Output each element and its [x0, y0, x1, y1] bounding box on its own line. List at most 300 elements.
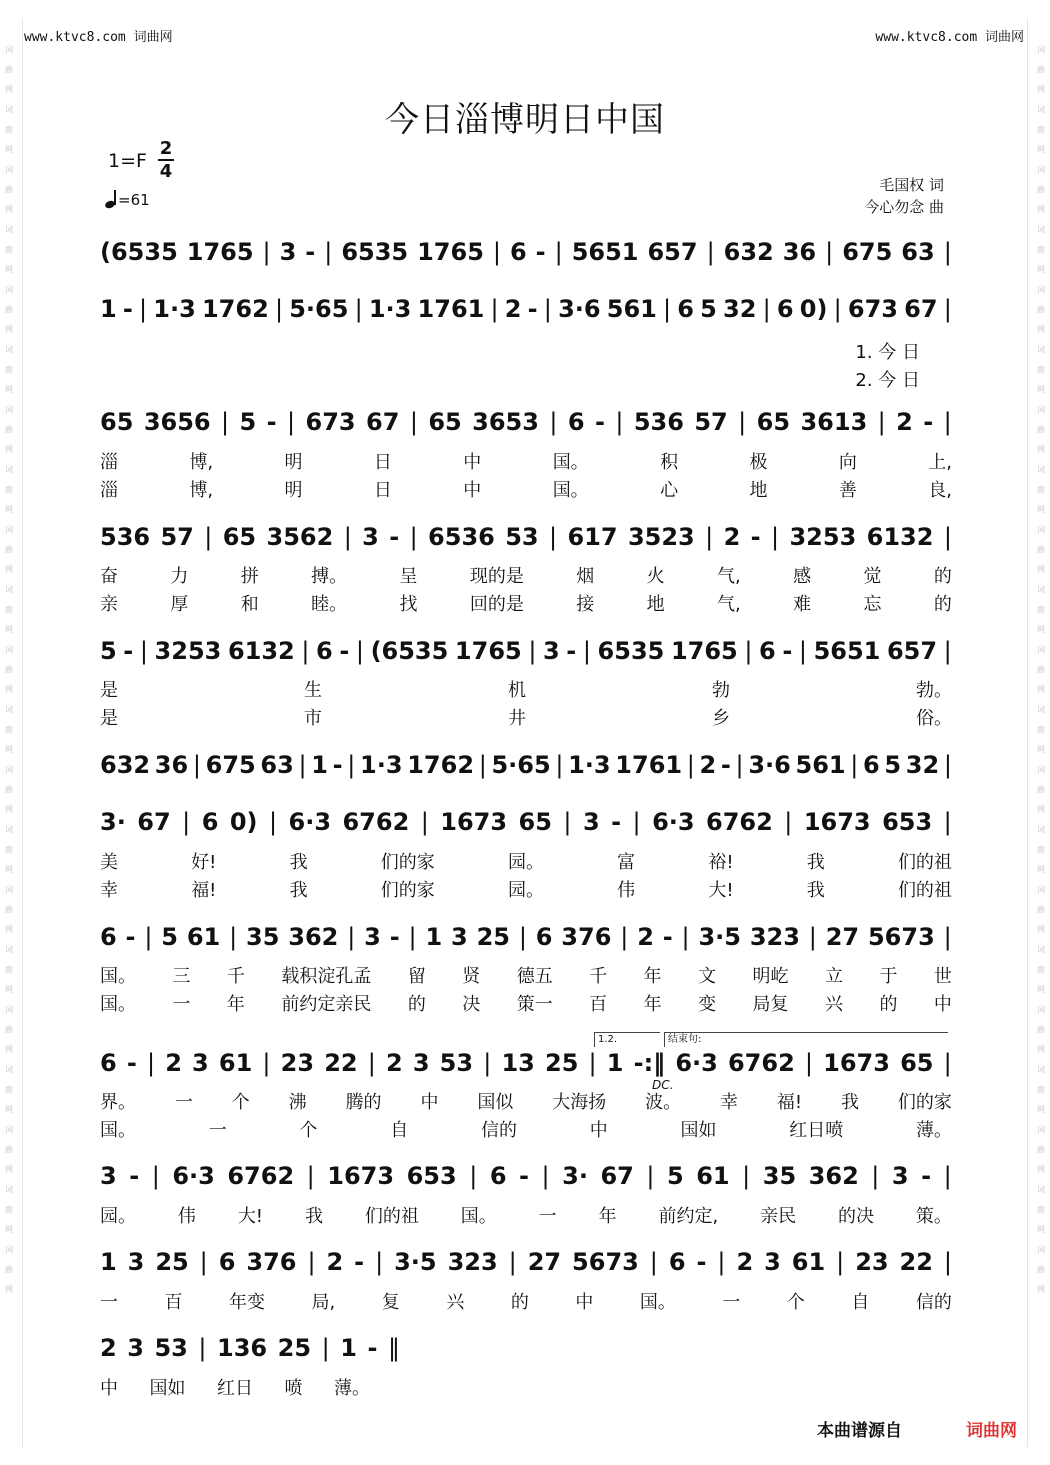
- lyric-syllable: 日: [373, 480, 392, 501]
- lyric-syllable: 贤: [462, 966, 481, 987]
- lyric-syllable: 世: [933, 966, 952, 987]
- lyric-line: [100, 852, 952, 874]
- bar-line: |: [268, 808, 278, 836]
- staff-line-4: [100, 523, 952, 551]
- lyric-syllable: 国。: [460, 1206, 497, 1227]
- note-group: 6: [567, 408, 585, 436]
- lyric-syllable: 勃。: [916, 680, 952, 701]
- note-group: 3: [362, 523, 379, 551]
- note-group: 653: [882, 808, 933, 836]
- bar-line: |: [204, 523, 213, 551]
- lyric-syllable: 拼: [240, 566, 259, 587]
- note-group: 6: [759, 637, 776, 665]
- lyric-syllable: 福!: [191, 880, 217, 901]
- lyric-syllable: 心: [660, 480, 679, 501]
- note-group: 2: [736, 1248, 754, 1276]
- staff-line-8: [100, 923, 952, 951]
- lyric-syllable: 年变: [229, 1292, 266, 1313]
- bar-line: |: [301, 637, 310, 665]
- bar-line: |: [139, 295, 148, 323]
- note-group: 3: [891, 1162, 909, 1190]
- lyric-syllable: 一: [172, 994, 191, 1015]
- bar-line: |: [274, 295, 284, 323]
- note-group: 13: [501, 1049, 535, 1077]
- bar-line: |: [663, 295, 672, 323]
- staff-line-12: [100, 1334, 400, 1362]
- footer-site-link[interactable]: 词曲网: [966, 1421, 1017, 1441]
- note-group: 22: [899, 1248, 933, 1276]
- bar-line: |: [469, 1162, 478, 1190]
- lyric-syllable: 们的家: [897, 1092, 952, 1113]
- lyric-syllable: 机: [508, 680, 526, 701]
- note-group: 3·5: [394, 1248, 437, 1276]
- bar-line: |: [615, 408, 624, 436]
- bar-line: |: [836, 1248, 845, 1276]
- lyric-syllable: 百: [164, 1292, 183, 1313]
- lyric-syllable: 策。: [915, 1206, 952, 1227]
- note-group: 1673: [803, 808, 871, 836]
- lyric-syllable: 德五: [516, 966, 553, 987]
- note-group: -: [696, 1248, 707, 1276]
- lyric-syllable: 富: [617, 852, 636, 873]
- lyric-line: [100, 994, 952, 1016]
- note-group: -: [662, 923, 673, 951]
- note-group: 1·3: [568, 751, 611, 779]
- note-group: 1765: [417, 238, 484, 266]
- note-group: 67: [904, 295, 938, 323]
- bar-line: |: [825, 238, 834, 266]
- bar-line: |: [943, 523, 952, 551]
- left-side-watermark: 词曲网词曲网词曲网词曲网词曲网词曲网词曲网词曲网词曲网词曲网词曲网词曲网词曲网词曲网词曲网词曲网词曲网词曲网词曲网词曲网词曲网: [5, 45, 13, 1294]
- note-group: (6535: [100, 238, 178, 266]
- lyric-syllable: 中: [575, 1292, 594, 1313]
- header-url-left[interactable]: www.ktvc8.com 词曲网: [24, 30, 173, 45]
- note-group: 3: [764, 1248, 781, 1276]
- note-group: 5·65: [491, 751, 551, 779]
- note-group: 3: [127, 1334, 144, 1362]
- lyric-syllable: 自: [390, 1120, 409, 1141]
- note-group: -: [594, 408, 605, 436]
- lyric-syllable: 兴: [824, 994, 843, 1015]
- lyric-syllable: 波。: [645, 1092, 682, 1113]
- note-group: 6: [668, 1248, 686, 1276]
- lyric-syllable: 的: [933, 594, 952, 615]
- lyric-syllable: 个: [299, 1120, 318, 1141]
- note-group: 6·3: [288, 808, 332, 836]
- lyric-syllable: 局,: [311, 1292, 336, 1313]
- note-group: 653: [406, 1162, 457, 1190]
- note-group: 3: [582, 808, 600, 836]
- note-group: 6762: [227, 1162, 295, 1190]
- lyric-syllable: 红日: [217, 1378, 253, 1399]
- lyric-syllable: 中: [420, 1092, 439, 1113]
- bar-line: |: [943, 637, 952, 665]
- tempo-value: =61: [118, 191, 150, 209]
- lyric-syllable: 一: [174, 1092, 193, 1113]
- bar-line: |: [144, 923, 153, 951]
- note-group: 1761: [615, 751, 683, 779]
- lyric-syllable: 立: [824, 966, 843, 987]
- lyricist-credit: 毛国权 词: [879, 176, 944, 194]
- note-group: 376: [561, 923, 612, 951]
- lyric-syllable: 国。: [552, 480, 589, 501]
- note-group: 5: [700, 295, 717, 323]
- staff-line-3: [100, 408, 952, 436]
- note-group: 2: [504, 295, 522, 323]
- lyric-syllable: 载积淀孔孟: [281, 966, 372, 987]
- bar-line: |: [554, 238, 563, 266]
- note-group: 1765: [454, 637, 522, 665]
- lyric-syllable: 积: [660, 452, 679, 473]
- note-group: 36: [154, 751, 189, 779]
- lyric-syllable: 个: [231, 1092, 250, 1113]
- bar-line: |: [943, 808, 952, 836]
- right-margin-line: [1027, 18, 1028, 1447]
- lyric-syllable: 前约定亲民: [281, 994, 372, 1015]
- note-group: 1: [311, 751, 328, 779]
- note-group: -: [566, 637, 577, 665]
- bar-line: |: [943, 408, 952, 436]
- bar-line: |: [324, 238, 333, 266]
- lyric-syllable: 中: [933, 994, 952, 1015]
- left-margin-line: [22, 18, 23, 1447]
- note-group: 1762: [201, 295, 269, 323]
- volta-bracket-2: 结束句:: [664, 1032, 948, 1047]
- note-group: 3613: [800, 408, 868, 436]
- lyric-syllable: 们的祖: [897, 852, 952, 873]
- note-group: 63: [901, 238, 935, 266]
- lyric-syllable: 我: [841, 1092, 860, 1113]
- bar-line: |: [262, 238, 271, 266]
- bar-line: |: [686, 751, 695, 779]
- lyric-syllable: 博,: [189, 480, 214, 501]
- note-group: 2: [165, 1049, 182, 1077]
- note-group: 657: [886, 637, 938, 665]
- note-group: 6: [100, 923, 117, 951]
- note-group: -: [535, 238, 546, 266]
- note-group: 3253: [789, 523, 857, 551]
- lyric-line: [100, 452, 952, 474]
- header-url-right[interactable]: www.ktvc8.com 词曲网: [875, 30, 1024, 45]
- bar-line: |: [738, 408, 747, 436]
- lyric-syllable: 我: [806, 880, 825, 901]
- note-group: 632: [723, 238, 774, 266]
- quarter-note-icon: [104, 190, 118, 210]
- lyric-syllable: 园。: [507, 852, 544, 873]
- note-group: 6132: [227, 637, 295, 665]
- lyric-syllable: 变: [698, 994, 717, 1015]
- lyric-syllable: 们的家: [380, 852, 435, 873]
- note-group: -: [611, 808, 622, 836]
- note-group: -: [923, 408, 934, 436]
- note-group: 5: [884, 751, 902, 779]
- bar-line: |: [354, 295, 363, 323]
- note-group: 632: [100, 751, 151, 779]
- note-group: 61: [218, 1049, 253, 1077]
- time-signature: [158, 138, 174, 182]
- bar-line: |: [582, 637, 591, 665]
- lyric-syllable: 于: [879, 966, 898, 987]
- note-group: 362: [288, 923, 339, 951]
- lyric-syllable: 国如: [149, 1378, 186, 1399]
- note-group: -: [332, 751, 343, 779]
- lyric-syllable: 我: [289, 852, 308, 873]
- note-group: 6: [509, 238, 527, 266]
- time-signature-top: 2: [159, 138, 173, 159]
- bar-line: |: [646, 1162, 655, 1190]
- note-group: -: [122, 295, 133, 323]
- note-group: 136: [217, 1334, 268, 1362]
- lyric-syllable: 国。: [100, 966, 136, 987]
- lyric-syllable: 年: [643, 994, 662, 1015]
- bar-line: |: [347, 923, 356, 951]
- lyric-syllable: 幸: [720, 1092, 739, 1113]
- lyric-syllable: 火: [646, 566, 665, 587]
- note-group: 65: [900, 1049, 934, 1077]
- note-group: -: [339, 637, 350, 665]
- note-group: 65: [428, 408, 462, 436]
- lyric-syllable: 善: [838, 480, 857, 501]
- note-group: 1: [425, 923, 443, 951]
- lyric-syllable: 幸: [100, 880, 118, 901]
- lyric-syllable: 亲民: [760, 1206, 797, 1227]
- lyric-syllable: 们的祖: [897, 880, 952, 901]
- note-group: 3·6: [748, 751, 791, 779]
- staff-line-1: [100, 238, 952, 266]
- note-group: 1·3: [153, 295, 196, 323]
- lyric-syllable: 年: [598, 1206, 617, 1227]
- lyric-syllable: 我: [806, 852, 825, 873]
- lyric-syllable: 大!: [237, 1206, 264, 1227]
- bar-line: |: [649, 1248, 658, 1276]
- note-group: -: [921, 1162, 932, 1190]
- lyric-syllable: 乡: [712, 708, 730, 729]
- note-group: 22: [324, 1049, 358, 1077]
- bar-line: |: [409, 408, 418, 436]
- lyric-syllable: 百: [589, 994, 608, 1015]
- note-group: -: [389, 523, 400, 551]
- lyric-syllable: 力: [170, 566, 189, 587]
- note-group: 536: [633, 408, 684, 436]
- note-group: 25: [155, 1248, 189, 1276]
- lyric-syllable: 沸: [288, 1092, 307, 1113]
- note-group: 673: [847, 295, 898, 323]
- lyric-syllable: 气,: [717, 566, 741, 587]
- lyric-syllable: 一: [208, 1120, 227, 1141]
- staff-line-6: [100, 751, 952, 779]
- note-group: -: [129, 1162, 140, 1190]
- note-group: 53: [154, 1334, 188, 1362]
- lyric-syllable: 前约定,: [658, 1206, 719, 1227]
- lyric-syllable: 烟: [576, 566, 595, 587]
- note-group: 2: [637, 923, 654, 951]
- bar-line: |: [182, 808, 191, 836]
- note-group: 53: [505, 523, 539, 551]
- bar-line: |: [588, 1049, 597, 1077]
- note-group: 3: [412, 1049, 430, 1077]
- note-group: 6132: [866, 523, 934, 551]
- note-group: 3: [127, 1248, 145, 1276]
- note-group: 27: [825, 923, 860, 951]
- lyric-syllable: 大!: [708, 880, 734, 901]
- bar-line: |: [681, 923, 690, 951]
- bar-line: |: [420, 808, 429, 836]
- lyric-line: [100, 880, 952, 902]
- bar-line: |: [620, 923, 629, 951]
- note-group: 3: [543, 637, 560, 665]
- note-group: 36: [782, 238, 817, 266]
- note-group: -: [782, 637, 793, 665]
- note-group: -: [389, 923, 400, 951]
- note-group: 6: [535, 923, 553, 951]
- note-group: 3·5: [698, 923, 741, 951]
- lyric-syllable: 园。: [507, 880, 544, 901]
- note-group: 2: [100, 1334, 117, 1362]
- note-group: 25: [545, 1049, 579, 1077]
- lyric-syllable: 国。: [552, 452, 589, 473]
- note-group: 3: [192, 1049, 209, 1077]
- note-group: 0): [229, 808, 258, 836]
- staff-line-11: [100, 1248, 952, 1276]
- lyric-syllable: 个: [786, 1292, 805, 1313]
- note-group: 3·6: [558, 295, 601, 323]
- lyric-syllable: 自: [851, 1292, 870, 1313]
- note-group: 3253: [154, 637, 222, 665]
- lyric-syllable: 明: [284, 480, 303, 501]
- bar-line: |: [478, 751, 487, 779]
- lyric-syllable: 的: [879, 994, 898, 1015]
- note-group: 1: [340, 1334, 357, 1362]
- staff-line-7: [100, 808, 952, 836]
- note-group: 3656: [143, 408, 211, 436]
- lyric-line: [100, 1120, 952, 1142]
- note-group: 1: [100, 295, 117, 323]
- lyric-syllable: 复: [381, 1292, 400, 1313]
- note-group: 5651: [813, 637, 881, 665]
- lyric-syllable: 生: [304, 680, 322, 701]
- note-group: 3: [364, 923, 381, 951]
- note-group: 6·3: [675, 1049, 718, 1077]
- note-group: 6: [201, 808, 219, 836]
- bar-line: |: [762, 295, 771, 323]
- time-signature-bottom: 4: [159, 161, 173, 182]
- note-group: 6: [677, 295, 694, 323]
- bar-line: |: [943, 238, 952, 266]
- bar-line: |: [307, 1248, 316, 1276]
- lyric-syllable: 睦。: [311, 594, 348, 615]
- note-group: 3·: [562, 1162, 588, 1190]
- bar-line: |: [139, 637, 148, 665]
- note-group: 675: [842, 238, 893, 266]
- note-group: 61: [696, 1162, 730, 1190]
- bar-line: |: [705, 523, 714, 551]
- lyric-line: [100, 1378, 370, 1400]
- lyric-syllable: 国。: [639, 1292, 676, 1313]
- note-group: 5673: [867, 923, 935, 951]
- lyric-line: [100, 966, 952, 988]
- note-group: 1673: [440, 808, 508, 836]
- bar-line: |: [735, 751, 744, 779]
- note-group: 1673: [823, 1049, 890, 1077]
- lyric-syllable: 年: [643, 966, 662, 987]
- lyric-syllable: 的: [407, 994, 426, 1015]
- note-group: 1: [100, 1248, 117, 1276]
- lyric-syllable: 是: [100, 708, 118, 729]
- bar-line: |: [146, 1049, 156, 1077]
- lyric-syllable: 上,: [928, 452, 952, 473]
- note-group: -: [750, 523, 761, 551]
- bar-line: |: [287, 408, 296, 436]
- note-group: 25: [277, 1334, 312, 1362]
- staff-line-9: [100, 1049, 952, 1077]
- bar-line: |: [367, 1049, 376, 1077]
- bar-line: |: [198, 1334, 207, 1362]
- note-group: 25: [476, 923, 510, 951]
- bar-line: |: [221, 408, 230, 436]
- bar-line: |: [943, 1049, 952, 1077]
- lyric-syllable: 红日喷: [789, 1120, 844, 1141]
- note-group: 6·3: [172, 1162, 215, 1190]
- lyric-syllable: 决: [462, 994, 481, 1015]
- note-group: 67: [366, 408, 400, 436]
- lyric-syllable: 市: [304, 708, 322, 729]
- bar-line: |: [192, 751, 201, 779]
- composer-credit: 今心勿念 曲: [864, 198, 944, 216]
- note-group: 61: [186, 923, 221, 951]
- note-group: -: [266, 408, 277, 436]
- lyric-syllable: 一: [100, 1292, 118, 1313]
- lyric-syllable: 中: [100, 1378, 118, 1399]
- note-group: 1673: [327, 1162, 395, 1190]
- note-group: 6: [863, 751, 880, 779]
- lyric-line: [100, 708, 952, 730]
- note-group: -: [305, 238, 316, 266]
- note-group: -: [126, 1049, 137, 1077]
- bar-line: |: [549, 408, 558, 436]
- note-group: 57: [694, 408, 728, 436]
- bar-line: |: [943, 1248, 952, 1276]
- bar-line: |: [229, 923, 238, 951]
- bar-line: ‖: [387, 1334, 400, 1362]
- staff-line-10: [100, 1162, 952, 1190]
- note-group: 5: [100, 637, 117, 665]
- lyric-syllable: 界。: [100, 1092, 136, 1113]
- lyric-syllable: 信的: [915, 1292, 952, 1313]
- lyric-syllable: 和: [240, 594, 259, 615]
- lyric-syllable: 明屹: [752, 966, 789, 987]
- note-group: 5: [239, 408, 257, 436]
- note-group: 5: [161, 923, 178, 951]
- note-group: 61: [791, 1248, 826, 1276]
- bar-line: |: [784, 808, 793, 836]
- note-group: 323: [749, 923, 800, 951]
- lyric-syllable: 裕!: [708, 852, 734, 873]
- lyric-syllable: 兴: [446, 1292, 465, 1313]
- note-group: 67: [137, 808, 171, 836]
- note-group: 1·3: [368, 295, 412, 323]
- bar-line: |: [262, 1049, 271, 1077]
- note-group: 1: [606, 1049, 624, 1077]
- note-group: 675: [205, 751, 256, 779]
- da-capo-mark: DC.: [652, 1078, 674, 1092]
- lyric-syllable: 福!: [776, 1092, 803, 1113]
- note-group: 323: [447, 1248, 498, 1276]
- lyric-syllable: 好!: [191, 852, 217, 873]
- lyric-line: [100, 566, 952, 588]
- bar-line: |: [706, 238, 715, 266]
- bar-line: |: [541, 1162, 550, 1190]
- note-group: 6: [776, 295, 794, 323]
